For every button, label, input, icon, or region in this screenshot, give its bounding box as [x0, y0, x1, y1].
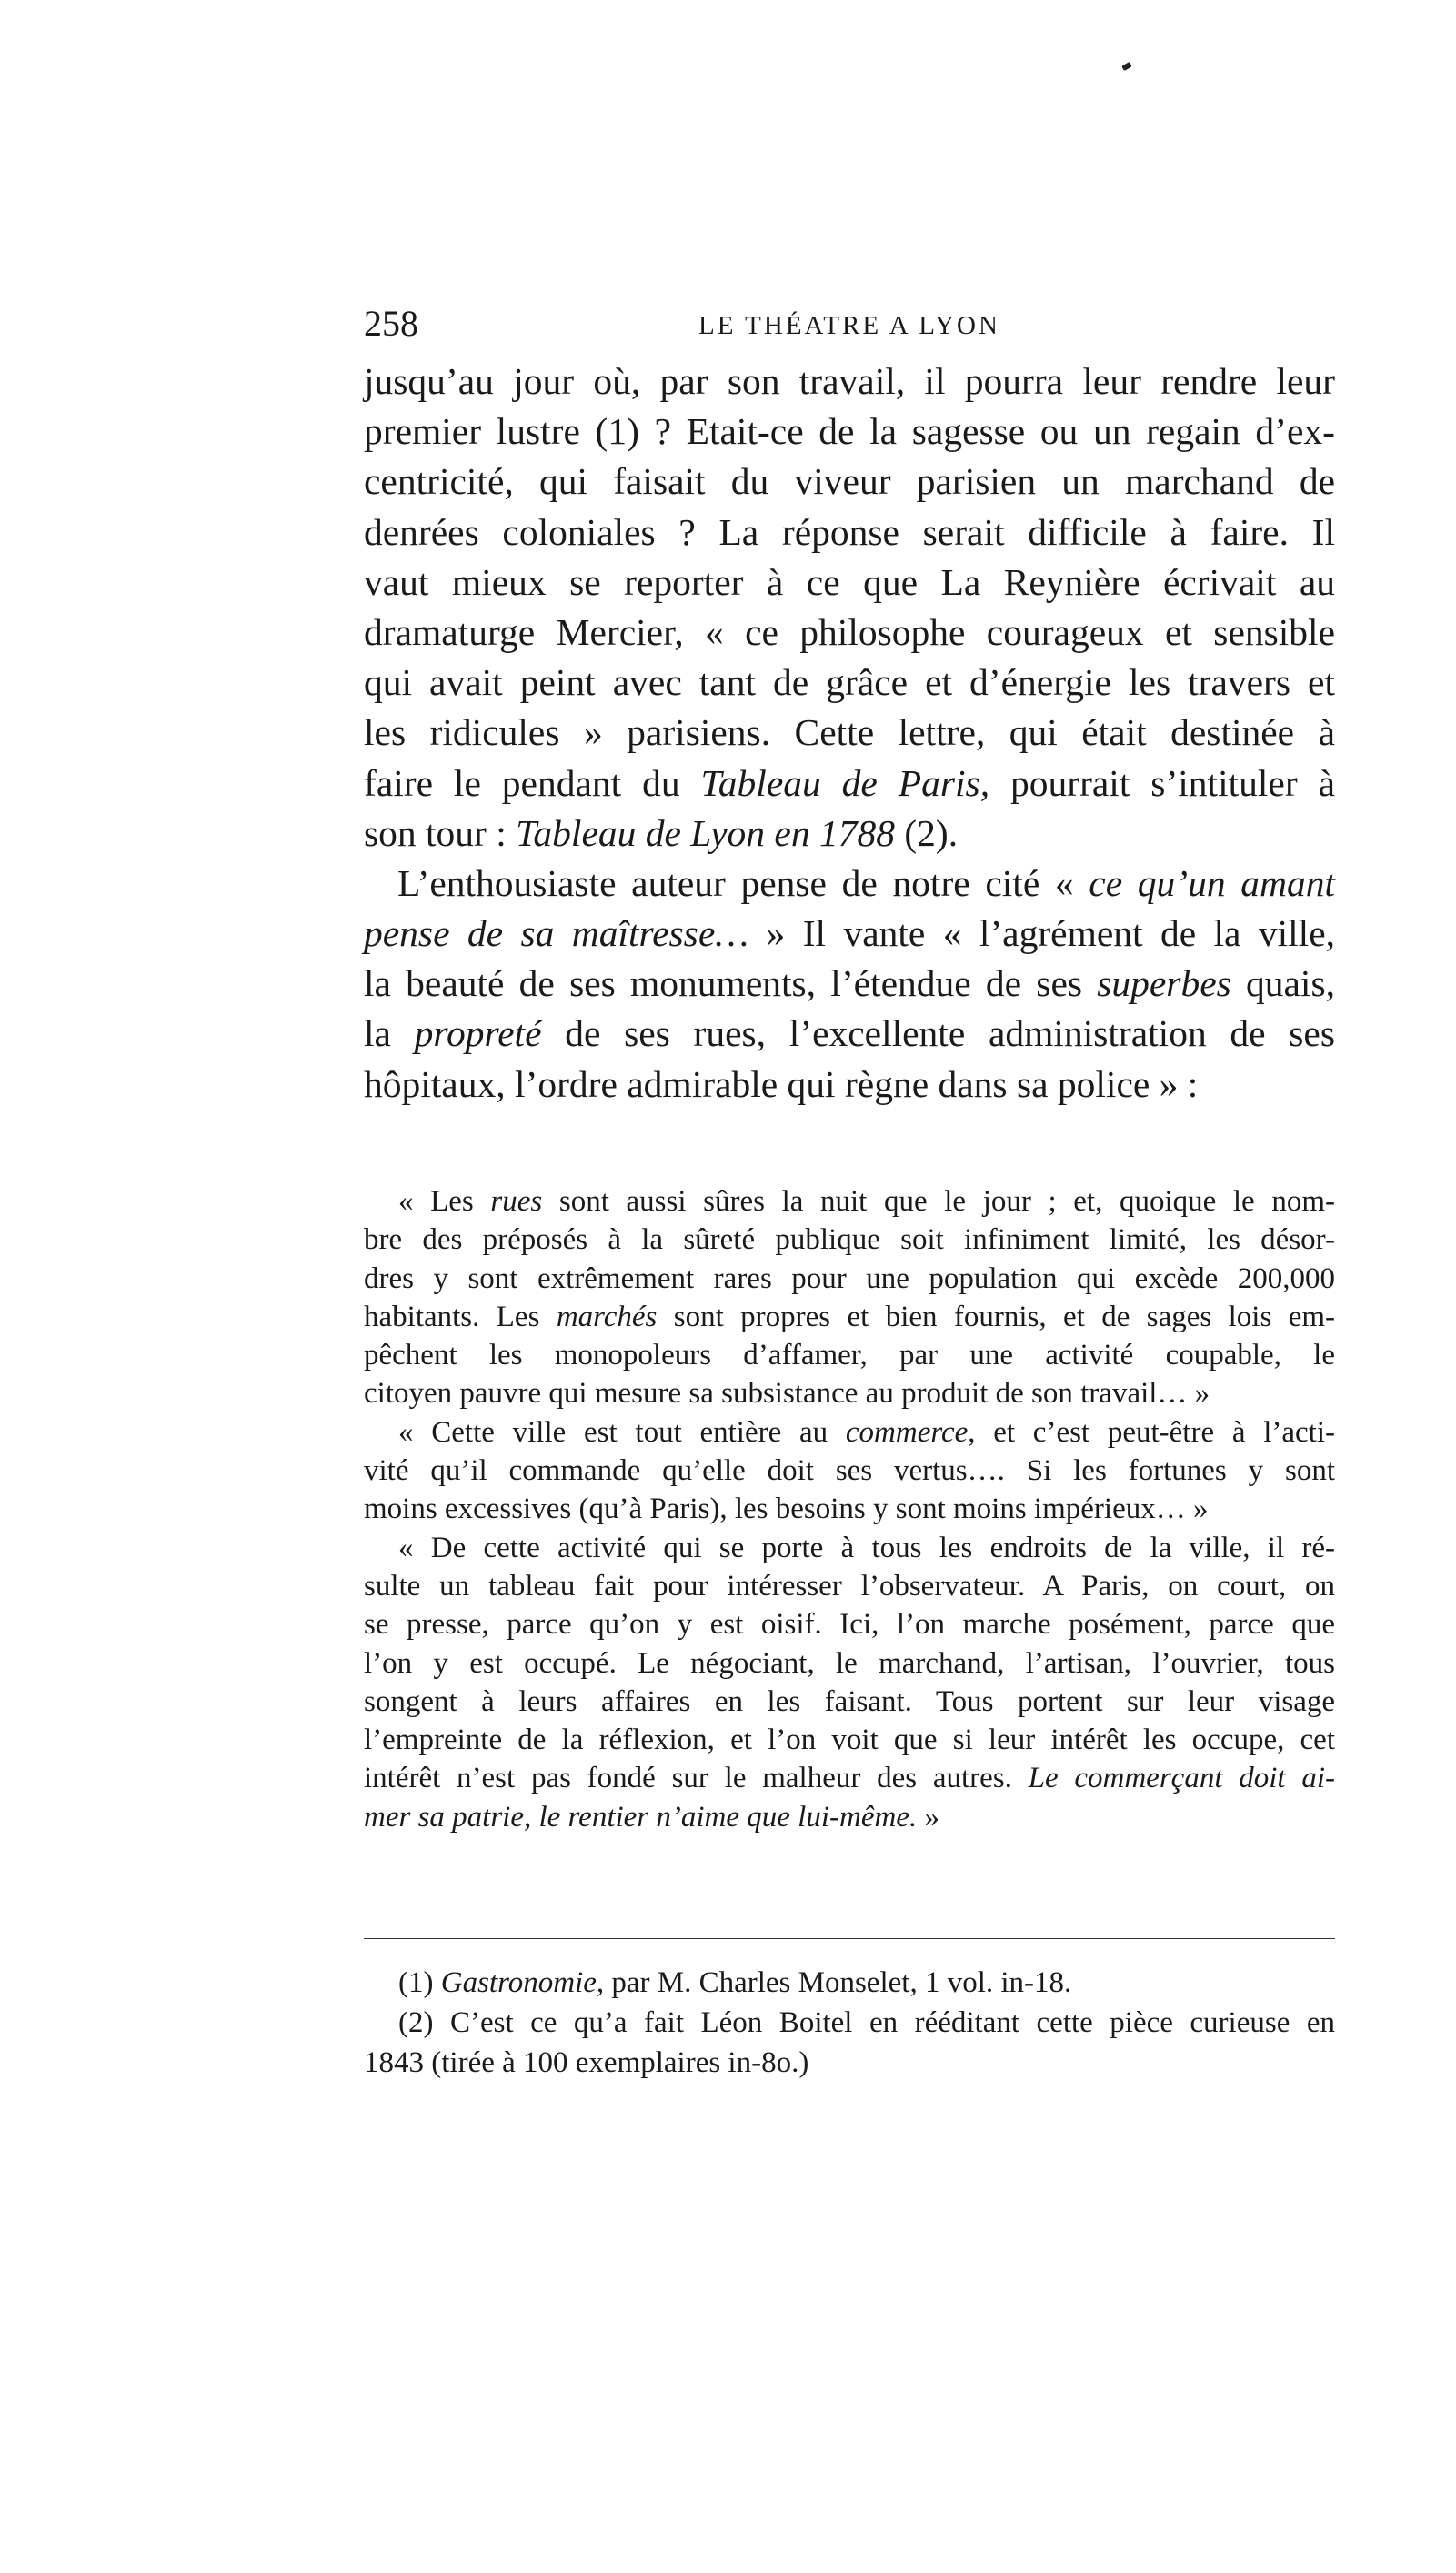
body-line: les ridicules » parisiens. Cette lettre, qui était destinée à: [364, 711, 1335, 754]
body-line: hôpitaux, l’ordre admirable qui règne dans sa police » :: [364, 1062, 1199, 1105]
quote-line: l’on y est occupé. Le négociant, le marchand, l’artisan, l’ouvrier, tous: [364, 1646, 1335, 1680]
body-line: centricité, qui faisait du viveur parisien un marchand de: [364, 460, 1335, 503]
footnote-2-continued: 1843 (tirée à 100 exemplaires in-8o.): [364, 2046, 809, 2079]
quote-line: mer sa patrie, le rentier n’aime que lui-même. »: [364, 1800, 939, 1834]
body-line: dramaturge Mercier, « ce philosophe courageux et sensible: [364, 610, 1335, 653]
quote-line: moins excessives (qu’à Paris), les besoins y sont moins impérieux… »: [364, 1493, 1209, 1526]
quote-line: « Les rues sont aussi sûres la nuit que le jour ; et, quoique le nom-: [398, 1185, 1335, 1218]
body-line: faire le pendant du Tableau de Paris, pourrait s’intituler à: [364, 761, 1335, 804]
page-number: 258: [364, 303, 418, 344]
body-line: pense de sa maîtresse… » Il vante « l’agrément de la ville,: [364, 912, 1335, 955]
running-head: LE THÉATRE A LYON: [698, 311, 1000, 340]
quote-line: vité qu’il commande qu’elle doit ses vertus…. Si les fortunes y sont: [364, 1454, 1335, 1488]
body-text: [364, 357, 1335, 1110]
quote-line: citoyen pauvre qui mesure sa subsistance au produit de son travail… »: [364, 1377, 1210, 1411]
body-line: jusqu’au jour où, par son travail, il pourra leur rendre leur: [364, 360, 1335, 402]
quote-line: dres y sont extrêmement rares pour une population qui excède 200,000: [364, 1261, 1335, 1295]
body-line: la propreté de ses rues, l’excellente administration de ses: [364, 1012, 1335, 1055]
footnote-2: (2) C’est ce qu’a fait Léon Boitel en rééditant cette pièce curieuse en: [398, 2006, 1335, 2039]
quote-line: « Cette ville est tout entière au commerce, et c’est peut-être à l’acti-: [398, 1415, 1336, 1449]
quote-line: l’empreinte de la réflexion, et l’on voit que si leur intérêt les occupe, cet: [364, 1724, 1335, 1757]
ink-speck: [1121, 62, 1132, 71]
body-line: denrées coloniales ? La réponse serait difficile à faire. Il: [364, 510, 1335, 553]
quote-line: « De cette activité qui se porte à tous les endroits de la ville, il ré-: [398, 1531, 1335, 1564]
quote-line: habitants. Les marchés sont propres et bien fournis, et de sages lois em-: [364, 1300, 1335, 1333]
quote-line: sulte un tableau fait pour intéresser l’observateur. A Paris, on court, on: [364, 1569, 1335, 1603]
quote-line: se presse, parce qu’on y est oisif. Ici, l’on marche posément, parce que: [364, 1608, 1335, 1642]
quote-line: songent à leurs affaires en les faisant. Tous portent sur leur visage: [364, 1684, 1335, 1718]
body-line: L’enthousiaste auteur pense de notre cité « ce qu’un amant: [397, 861, 1335, 904]
quote-line: intérêt n’est pas fondé sur le malheur des autres. Le commerçant doit ai-: [364, 1762, 1335, 1795]
page-header: [364, 302, 1335, 346]
block-quote: [364, 1182, 1335, 1836]
quote-line: bre des préposés à la sûreté publique soit infiniment limité, les désor-: [364, 1223, 1335, 1257]
body-line: vaut mieux se reporter à ce que La Reynière écrivait au: [364, 560, 1335, 603]
body-line: qui avait peint avec tant de grâce et d’énergie les travers et: [364, 661, 1335, 704]
body-line: premier lustre (1) ? Etait-ce de la sagesse ou un regain d’ex-: [364, 410, 1335, 453]
quote-line: pêchent les monopoleurs d’affamer, par une activité coupable, le: [364, 1339, 1335, 1372]
footnote-1: (1) Gastronomie, par M. Charles Monselet, 1 vol. in-18.: [398, 1966, 1072, 1999]
body-line: son tour : Tableau de Lyon en 1788 (2).: [364, 811, 959, 854]
body-line: la beauté de ses monuments, l’étendue de ses superbes quais,: [364, 962, 1335, 1005]
footnote-divider: [364, 1938, 1335, 1939]
footnotes: [364, 1963, 1335, 2083]
